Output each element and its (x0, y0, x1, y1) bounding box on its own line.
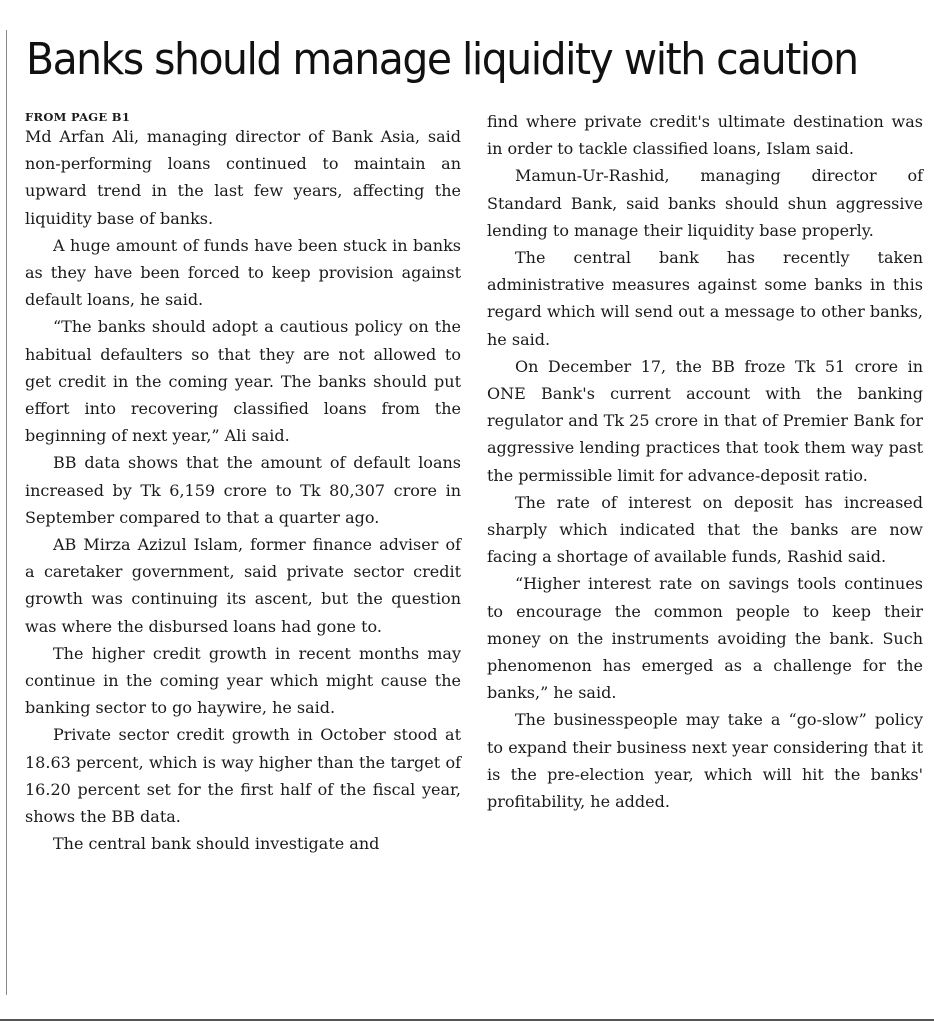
paragraph: Private sector credit growth in October stood at 18.63 percent, which is way higher than the target of 16.20 percent set for the first half of the fiscal year, shows the BB data. (25, 725, 461, 827)
paragraph: Mamun-Ur-Rashid, managing director of Standard Bank, said banks should shun aggressive lending to manage their liquidity base properly. (487, 166, 923, 240)
article-column-right (487, 108, 923, 815)
paragraph: BB data shows that the amount of default loans increased by Tk 6,159 crore to Tk 80,307 crore in September compared to that a quarter ago. (25, 453, 461, 527)
paragraph: The rate of interest on deposit has increased sharply which indicated that the banks are now facing a shortage of available funds, Rashid said. (487, 492, 923, 567)
paragraph: The central bank has recently taken administrative measures against some banks in this regard which will send out a message to other banks, he said. (487, 248, 923, 349)
paragraph: On December 17, the BB froze Tk 51 crore in ONE Bank's current account with the banking regulator and Tk 25 crore in that of Premier Bank for aggressive lending practices that took them way past the permissible limit for advance-deposit ratio. (487, 356, 923, 485)
paragraph: The central bank should investigate and (53, 834, 380, 854)
paragraph: “Higher interest rate on savings tools continues to encourage the common people to keep their money on the instruments avoiding the bank. Such phenomenon has emerged as a challenge for the banks,” he said. (487, 574, 923, 703)
paragraph: find where private credit's ultimate destination was in order to tackle classified loans, Islam said. (487, 112, 923, 159)
paragraph: The higher credit growth in recent months may continue in the coming year which might cause the banking sector to go haywire, he said. (25, 643, 461, 718)
headline: Banks should manage liquidity with caution (26, 34, 858, 85)
bottom-rule (0, 1019, 934, 1021)
paragraph: Md Arfan Ali, managing director of Bank Asia, said non-performing loans continued to maintain an upward trend in the last few years, affecting the liquidity base of banks. (25, 127, 461, 228)
left-column-rule (6, 30, 7, 995)
paragraph: A huge amount of funds have been stuck in banks as they have been forced to keep provision against default loans, he said. (25, 235, 461, 310)
article-column-left (25, 108, 461, 857)
paragraph: “The banks should adopt a cautious policy on the habitual defaulters so that they are not allowed to get credit in the coming year. The banks should put effort into recovering classified loans from the beginning of next year,” Ali said. (25, 317, 461, 446)
kicker-from-page: FROM PAGE B1 (25, 110, 131, 124)
paragraph: The businesspeople may take a “go-slow” policy to expand their business next year considering that it is the pre-election year, which will hit the banks' profitability, he added. (487, 710, 923, 812)
paragraph: AB Mirza Azizul Islam, former finance adviser of a caretaker government, said private sector credit growth was continuing its ascent, but the question was where the disbursed loans had gone to. (25, 535, 461, 636)
